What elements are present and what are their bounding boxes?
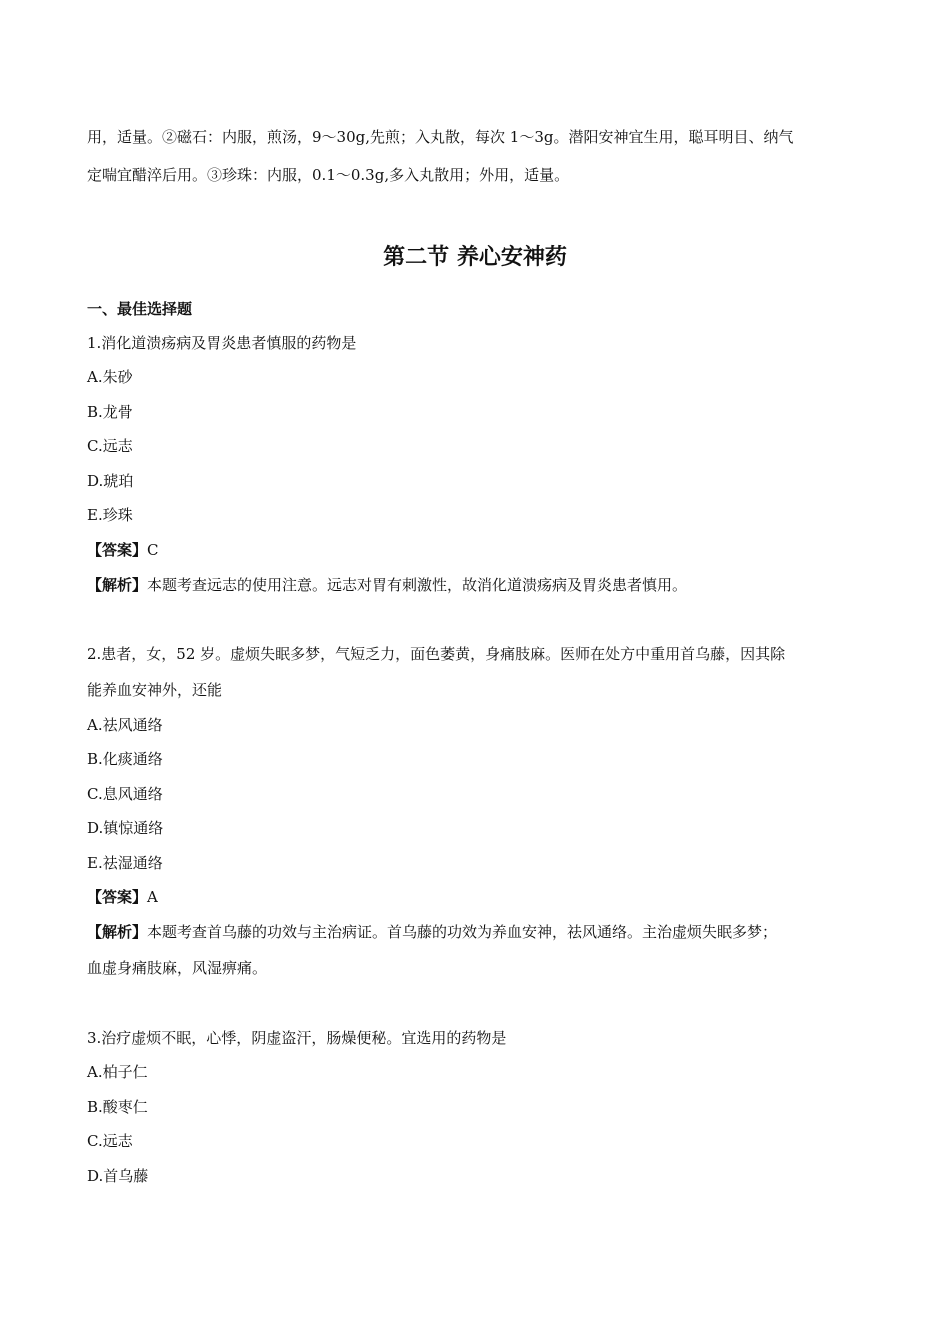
question-3-option-d: D.首乌藤 (87, 1167, 149, 1185)
answer-label: 【答案】 (87, 888, 148, 906)
question-3-option-a: A.柏子仁 (87, 1063, 148, 1081)
question-1-stem: 1.消化道溃疡病及胃炎患者慎服的药物是 (87, 334, 357, 352)
question-3-option-b: B.酸枣仁 (87, 1098, 148, 1116)
question-2-option-e: E.祛湿通络 (87, 854, 163, 872)
answer-value: A (147, 888, 158, 906)
question-1-answer (87, 539, 877, 561)
answer-value: C (147, 541, 159, 559)
question-3-option-c: C.远志 (87, 1132, 133, 1150)
question-2-analysis-line-2: 血虚身痛肢麻，风湿痹痛。 (87, 959, 268, 977)
question-1-option-a: A.朱砂 (87, 368, 133, 386)
question-2-option-d: D.镇惊通络 (87, 819, 164, 837)
intro-line-2: 定喘宜醋淬后用。③珍珠：内服，0.1～0.3g,多入丸散用；外用，适量。 (87, 166, 570, 184)
question-1-analysis (87, 574, 877, 596)
analysis-label: 【解析】 (87, 576, 148, 594)
question-2-option-a: A.祛风通络 (87, 716, 163, 734)
answer-label: 【答案】 (87, 541, 148, 559)
question-2-stem-line-2: 能养血安神外，还能 (87, 681, 223, 699)
analysis-text: 本题考查远志的使用注意。远志对胃有刺激性，故消化道溃疡病及胃炎患者慎用。 (147, 576, 688, 594)
question-1-option-b: B.龙骨 (87, 403, 133, 421)
question-2-stem-line-1: 2.患者，女，52 岁。虚烦失眠多梦，气短乏力，面色萎黄，身痛肢麻。医师在处方中重用首乌藤，因其除 (87, 645, 786, 663)
intro-line-1: 用，适量。②磁石：内服，煎汤，9～30g,先煎；入丸散，每次 1～3g。潜阳安神宜生用，聪耳明目、纳气 (87, 128, 794, 146)
analysis-label: 【解析】 (87, 923, 148, 941)
analysis-text: 本题考查首乌藤的功效与主治病证。首乌藤的功效为养血安神，祛风通络。主治虚烦失眠多梦； (147, 923, 778, 941)
question-2-analysis-line-1 (87, 921, 877, 943)
subsection-heading: 一、最佳选择题 (87, 300, 193, 318)
question-3-stem: 3.治疗虚烦不眠，心悸，阴虚盗汗，肠燥便秘。宜选用的药物是 (87, 1029, 507, 1047)
question-1-option-e: E.珍珠 (87, 506, 133, 524)
question-1-option-d: D.琥珀 (87, 472, 134, 490)
question-2-answer (87, 886, 877, 908)
question-1-option-c: C.远志 (87, 437, 133, 455)
question-2-option-c: C.息风通络 (87, 785, 163, 803)
section-title: 第二节 养心安神药 (383, 245, 567, 270)
question-2-option-b: B.化痰通络 (87, 750, 163, 768)
